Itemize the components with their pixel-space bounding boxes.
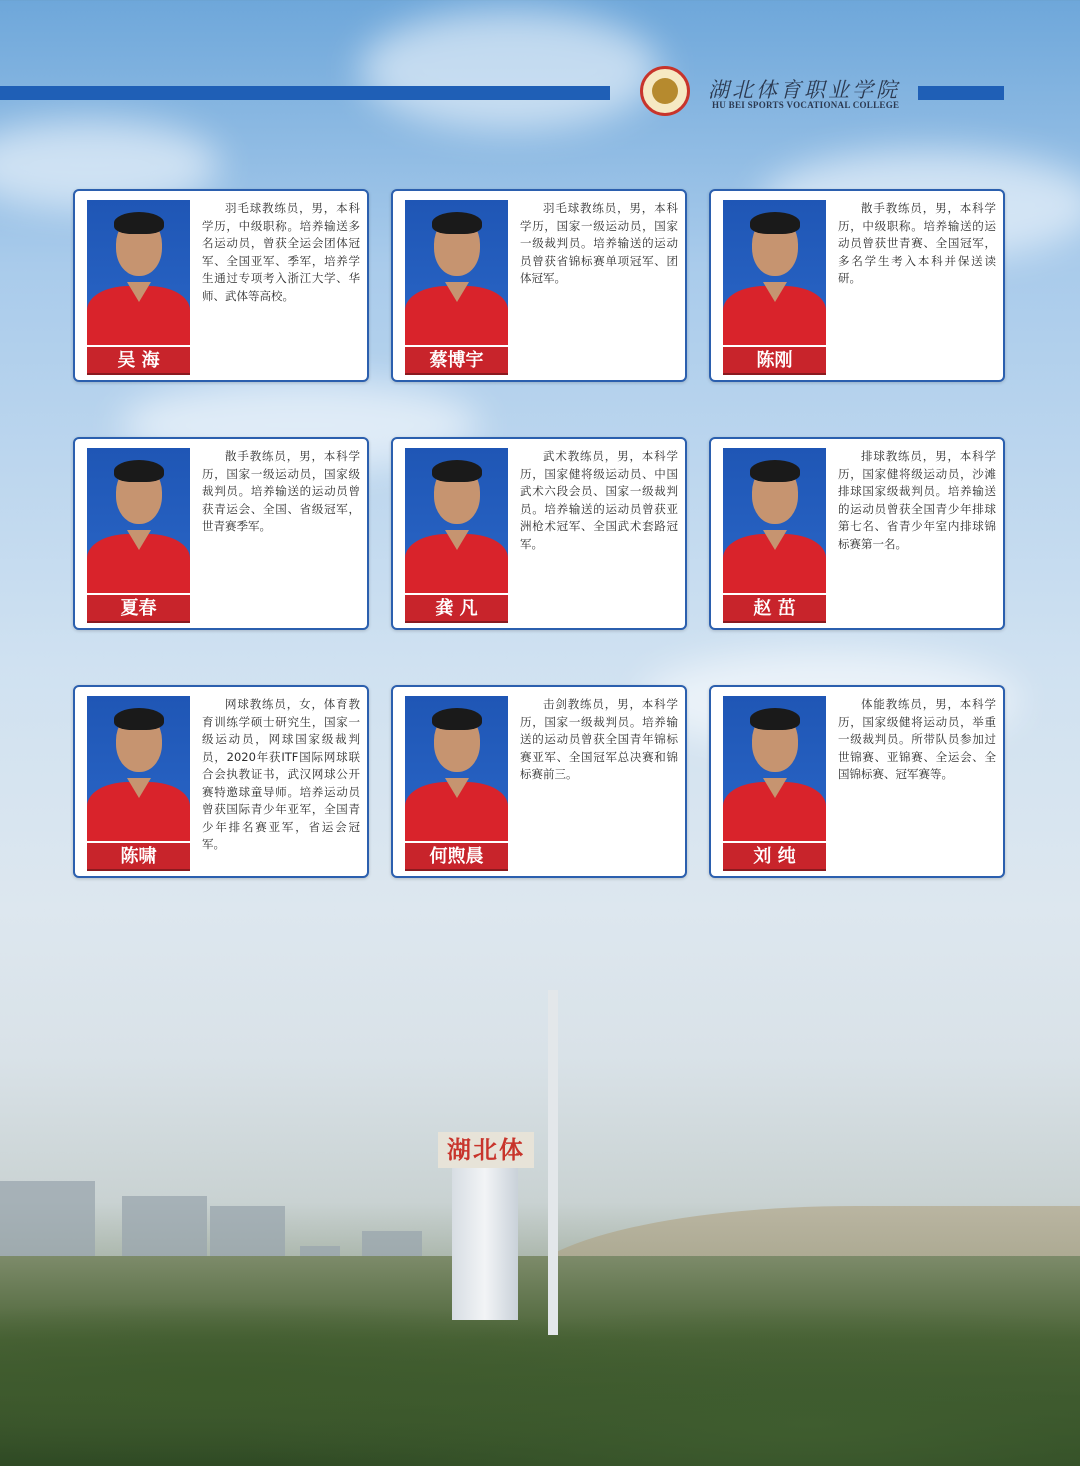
coach-name: 蔡博宇 [405, 347, 508, 375]
coach-name: 吴 海 [87, 347, 190, 375]
school-name: 湖北体育职业学院 [708, 78, 900, 102]
campus-scenery [0, 1090, 1080, 1466]
school-name-en: HU BEI SPORTS VOCATIONAL COLLEGE [712, 100, 900, 110]
coach-card [709, 437, 1005, 630]
coach-name: 陈啸 [87, 843, 190, 871]
coach-card [73, 437, 369, 630]
coach-name: 何煦晨 [405, 843, 508, 871]
header-line-left [0, 86, 610, 100]
coach-card [391, 685, 687, 878]
coach-card [391, 189, 687, 382]
coach-card [73, 685, 369, 878]
cloud [360, 10, 660, 130]
coach-card [391, 437, 687, 630]
coach-photo [405, 448, 508, 593]
coach-photo [405, 200, 508, 345]
radio-mast [548, 990, 558, 1335]
coach-description: 羽毛球教练员，男，本科学历，国家一级运动员，国家一级裁判员。培养输送的运动员曾获省锦标赛单项冠军、团体冠军。 [520, 201, 678, 285]
coach-photo [405, 696, 508, 841]
water-tower [452, 1150, 518, 1320]
coach-name: 陈刚 [723, 347, 826, 375]
coach-name: 赵 茁 [723, 595, 826, 623]
coach-description: 击剑教练员，男，本科学历，国家一级裁判员。培养输送的运动员曾获全国青年锦标赛亚军、全国冠军总决赛和锦标赛前三。 [520, 697, 678, 781]
coach-photo [723, 448, 826, 593]
coach-description: 散手教练员，男，本科学历，国家一级运动员，国家级裁判员。培养输送的运动员曾获青运会、全国、省级冠军，世青赛季军。 [202, 449, 360, 533]
coach-description: 体能教练员，男，本科学历，国家级健将运动员，举重一级裁判员。所带队员参加过世锦赛、亚锦赛、全运会、全国锦标赛、冠军赛等。 [838, 697, 996, 781]
coach-name: 龚 凡 [405, 595, 508, 623]
tower-sign: 湖北体 [438, 1132, 534, 1168]
coach-description: 武术教练员，男，本科学历，国家健将级运动员、中国武术六段会员、国家一级裁判员。培养输送的运动员曾获亚洲枪术冠军、全国武术套路冠军。 [520, 449, 678, 551]
coach-photo [87, 448, 190, 593]
coach-card [709, 189, 1005, 382]
header-line-right [918, 86, 1004, 100]
coach-photo [723, 200, 826, 345]
coach-description: 羽毛球教练员，男，本科学历，中级职称。培养输送多名运动员，曾获全运会团体冠军、全国亚军、季军，培养学生通过专项考入浙江大学、华师、武体等高校。 [202, 201, 360, 303]
coach-card [73, 189, 369, 382]
coach-card [709, 685, 1005, 878]
coach-photo [723, 696, 826, 841]
coach-photo [87, 696, 190, 841]
coach-name: 刘 纯 [723, 843, 826, 871]
coach-photo [87, 200, 190, 345]
college-seal-icon [640, 66, 690, 116]
coach-description: 网球教练员，女，体育教育训练学硕士研究生，国家一级运动员，网球国家级裁判员，2020年获ITF国际网球联合会执教证书，武汉网球公开赛特邀球童导师。培养运动员曾获国际青少年亚军，全国青少年排名赛亚军，省运会冠军。 [202, 697, 360, 851]
coach-name: 夏春 [87, 595, 190, 623]
coach-description: 散手教练员，男，本科学历，中级职称。培养输送的运动员曾获世青赛、全国冠军，多名学生考入本科并保送读研。 [838, 201, 996, 285]
coach-description: 排球教练员，男，本科学历，国家健将级运动员，沙滩排球国家级裁判员。培养输送的运动员曾获全国青少年排球第七名、省青少年室内排球锦标赛第一名。 [838, 449, 996, 551]
